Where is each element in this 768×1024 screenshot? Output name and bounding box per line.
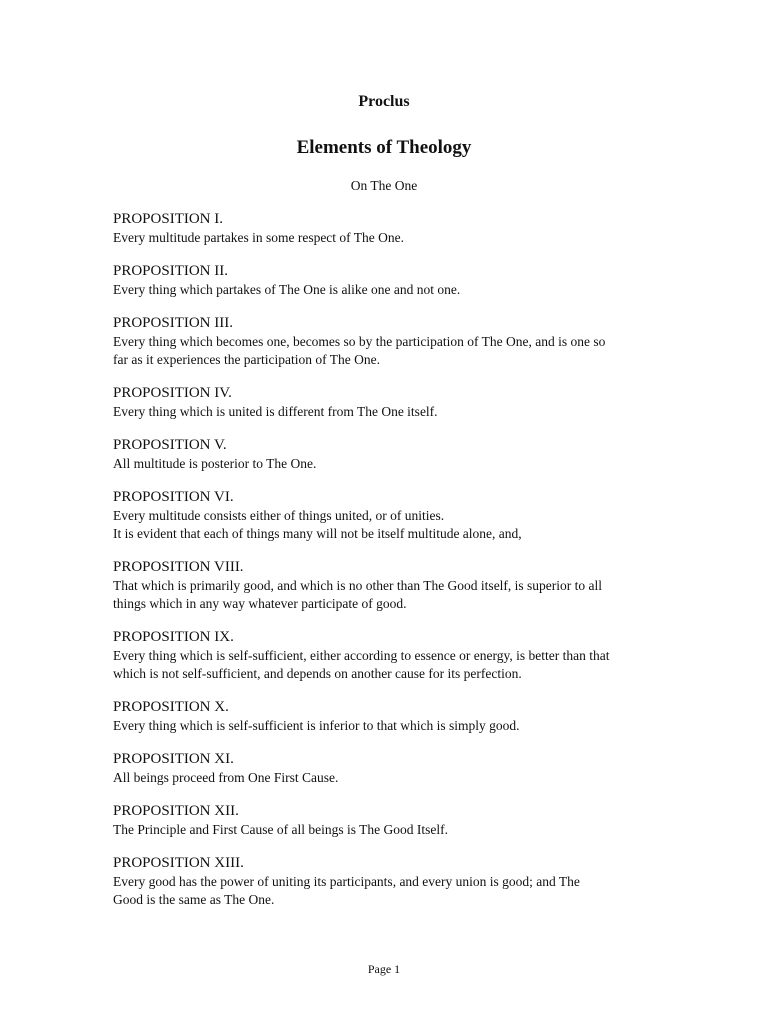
- section-subtitle: On The One: [350, 178, 418, 193]
- propositions-list: [113, 210, 658, 909]
- proposition-heading: PROPOSITION XII.: [113, 803, 239, 819]
- page-number: Page 1: [367, 962, 401, 976]
- proposition-text: Every multitude consists either of things united, or of unities.: [113, 508, 445, 523]
- proposition-heading: PROPOSITION I.: [113, 211, 224, 227]
- proposition-4: [113, 384, 658, 421]
- proposition-text: Good is the same as The One.: [113, 892, 275, 907]
- proposition-2: [113, 262, 658, 299]
- proposition-heading: PROPOSITION VI.: [113, 489, 234, 505]
- document-title: Elements of Theology: [296, 137, 472, 158]
- proposition-heading: PROPOSITION VIII.: [113, 559, 244, 575]
- proposition-3: [113, 314, 658, 369]
- proposition-heading: PROPOSITION XIII.: [113, 855, 244, 871]
- proposition-text: Every thing which partakes of The One is alike one and not one.: [113, 282, 461, 297]
- proposition-text: Every thing which is self-sufficient is inferior to that which is simply good.: [113, 718, 520, 733]
- proposition-heading: PROPOSITION IV.: [113, 385, 232, 401]
- proposition-text: Every thing which is self-sufficient, either according to essence or energy, is better than that: [113, 648, 610, 663]
- proposition-10: [113, 698, 658, 735]
- proposition-12: [113, 802, 658, 839]
- proposition-text: That which is primarily good, and which is no other than The Good itself, is superior to all: [113, 578, 603, 593]
- proposition-heading: PROPOSITION V.: [113, 437, 227, 453]
- proposition-text: Every thing which becomes one, becomes so by the participation of The One, and is one so: [113, 334, 606, 349]
- proposition-text: Every multitude partakes in some respect of The One.: [113, 230, 405, 245]
- proposition-6: [113, 488, 658, 543]
- proposition-text: Every thing which is united is different from The One itself.: [113, 404, 438, 419]
- proposition-text: The Principle and First Cause of all beings is The Good Itself.: [113, 822, 448, 837]
- proposition-text: All beings proceed from One First Cause.: [113, 770, 339, 785]
- proposition-text: things which in any way whatever participate of good.: [113, 596, 407, 611]
- proposition-text: far as it experiences the participation of The One.: [113, 352, 381, 367]
- proposition-9: [113, 628, 658, 683]
- proposition-1: [113, 210, 658, 247]
- proposition-heading: PROPOSITION X.: [113, 699, 229, 715]
- proposition-heading: PROPOSITION IX.: [113, 629, 234, 645]
- proposition-text: All multitude is posterior to The One.: [113, 456, 317, 471]
- proposition-heading: PROPOSITION II.: [113, 263, 229, 279]
- proposition-text: which is not self-sufficient, and depends on another cause for its perfection.: [113, 666, 522, 681]
- proposition-text: It is evident that each of things many will not be itself multitude alone, and,: [113, 526, 522, 541]
- proposition-heading: PROPOSITION XI.: [113, 751, 234, 767]
- author-name: Proclus: [358, 93, 410, 110]
- proposition-text: Every good has the power of uniting its participants, and every union is good; and The: [113, 874, 580, 889]
- proposition-13: [113, 854, 658, 909]
- proposition-5: [113, 436, 658, 473]
- proposition-heading: PROPOSITION III.: [113, 315, 233, 331]
- proposition-11: [113, 750, 658, 787]
- proposition-8: [113, 558, 658, 613]
